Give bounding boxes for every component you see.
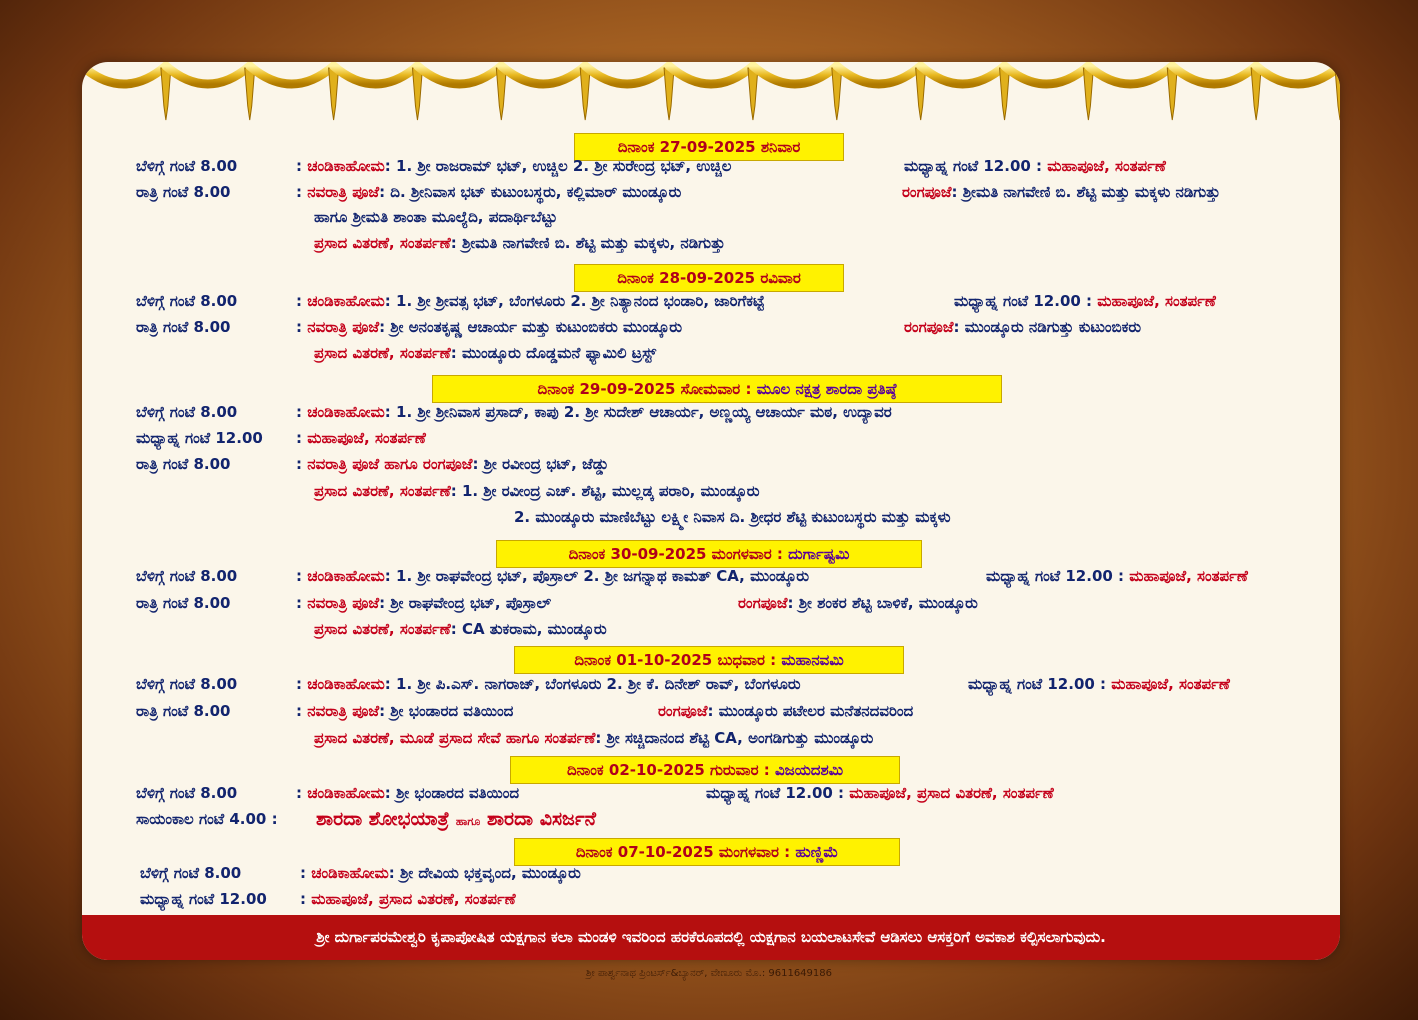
schedule-line: : ನವರಾತ್ರಿ ಪೂಜೆ: ಶ್ರೀ ಭಂಡಾರದ ವತಿಯಿಂದ (296, 702, 514, 720)
day-header-date: ದಿನಾಂಕ 30-09-2025 ಮಂಗಳವಾರ : (568, 545, 783, 563)
schedule-line: : ಚಂಡಿಕಾಹೋಮ: 1. ಶ್ರೀ ಶ್ರೀನಿವಾಸ ಪ್ರಸಾದ್, ಕಾಪು 2. ಶ್ರೀ ಸುದೇಶ್ ಆಚಾರ್ಯ, ಅಣ್ಣಯ್ಯ ಆಚಾರ್ಯ ಮಠ, ಉದ್ಯಾವರ (296, 403, 892, 421)
event-label: ಮಹಾಪೂಜೆ, ಸಂತರ್ಪಣೆ (1047, 157, 1166, 175)
garland-swag (82, 66, 166, 84)
garland-swag (669, 66, 753, 84)
garland-swag (166, 66, 250, 84)
schedule-line: : ಮಹಾಪೂಜೆ, ಸಂತರ್ಪಣೆ (296, 429, 426, 447)
event-time: ಮಧ್ಯಾಹ್ನ ಗಂಟೆ 12.00 : (904, 157, 1043, 175)
event-label: ಮಹಾಪೂಜೆ, ಪ್ರಸಾದ ವಿತರಣೆ, ಸಂತರ್ಪಣೆ (311, 890, 516, 908)
schedule-line: : ಚಂಡಿಕಾಹೋಮ: 1. ಶ್ರೀ ರಾಜರಾಮ್ ಭಟ್, ಉಚ್ಚಿಲ 2. ಶ್ರೀ ಸುರೇಂದ್ರ ಭಟ್, ಉಚ್ಚಿಲ (296, 157, 732, 175)
event-label: ಮಹಾಪೂಜೆ, ಸಂತರ್ಪಣೆ (1111, 675, 1230, 693)
event-label: ನವರಾತ್ರಿ ಪೂಜೆ (307, 594, 380, 612)
garland-pendant (161, 68, 171, 120)
schedule-line (902, 183, 1220, 201)
time-label: ಬೆಳಿಗ್ಗೆ ಗಂಟೆ 8.00 (136, 567, 238, 585)
event-label: ನವರಾತ್ರಿ ಪೂಜೆ (307, 702, 380, 720)
schedule-line: : ಚಂಡಿಕಾಹೋಮ: 1. ಶ್ರೀ ಶ್ರೀವತ್ಸ ಭಟ್, ಬೆಂಗಳೂರು 2. ಶ್ರೀ ನಿತ್ಯಾನಂದ ಭಂಡಾರಿ, ಜಾರಿಗೆಕಟ್ಟೆ (296, 292, 765, 310)
schedule-line (968, 675, 1230, 693)
day-header-occasion: ವಿಜಯದಶಮಿ (774, 761, 844, 779)
event-label: ಮಹಾಪೂಜೆ, ಸಂತರ್ಪಣೆ (1129, 567, 1248, 585)
day-header-date: ದಿನಾಂಕ 02-10-2025 ಗುರುವಾರ : (566, 761, 770, 779)
garland-pendant (1167, 68, 1177, 120)
schedule-line (314, 620, 607, 638)
event-time: ಮಧ್ಯಾಹ್ನ ಗಂಟೆ 12.00 : (968, 675, 1107, 693)
schedule-line (706, 784, 1054, 802)
event-label: ರಂಗಪೂಜೆ (738, 594, 788, 612)
garland-pendant (916, 68, 926, 120)
garland-decoration (82, 62, 1340, 132)
event-label: ಚಂಡಿಕಾಹೋಮ (307, 403, 385, 421)
schedule-line (986, 567, 1248, 585)
event-label: ನವರಾತ್ರಿ ಪೂಜೆ (307, 183, 380, 201)
time-label: ಬೆಳಿಗ್ಗೆ ಗಂಟೆ 8.00 (136, 784, 238, 802)
garland-swag (1172, 66, 1256, 84)
event-label: ರಂಗಪೂಜೆ (904, 318, 954, 336)
event-text: : 1. ಶ್ರೀ ರಾಘವೇಂದ್ರ ಭಟ್, ಪೊಸ್ರಾಲ್ 2. ಶ್ರೀ ಜಗನ್ನಾಥ ಕಾಮತ್ CA, ಮುಂಡ್ಕೂರು (384, 567, 810, 585)
event-text: : 1. ಶ್ರೀ ರವೀಂದ್ರ ಎಚ್. ಶೆಟ್ಟಿ, ಮುಲ್ಲಡ್ಕ ಪರಾರಿ, ಮುಂಡ್ಕೂರು (450, 482, 760, 500)
garland-swag (1005, 66, 1089, 84)
day-header-occasion: ಮೂಲ ನಕ್ಷತ್ರ ಶಾರದಾ ಪ್ರತಿಷ್ಠೆ (756, 380, 897, 398)
event-label: ಪ್ರಸಾದ ವಿತರಣೆ, ಸಂತರ್ಪಣೆ (314, 344, 451, 362)
event-label: ರಂಗಪೂಜೆ (658, 702, 708, 720)
invitation-card (82, 62, 1340, 960)
procession-label: ಶಾರದಾ ಶೋಭಯಾತ್ರೆ (316, 808, 450, 830)
event-text: : ಶ್ರೀ ದೇವಿಯ ಭಕ್ತವೃಂದ, ಮುಂಡ್ಕೂರು (388, 864, 581, 882)
day-header: ದಿನಾಂಕ 27-09-2025 ಶನಿವಾರ (574, 133, 844, 161)
event-text: : ಶ್ರೀ ಸಚ್ಚಿದಾನಂದ ಶೆಟ್ಟಿ CA, ಅಂಗಡಿಗುತ್ತು ಮುಂಡ್ಕೂರು (595, 729, 874, 747)
event-text: : ಶ್ರೀ ಶಂಕರ ಶೆಟ್ಟಿ ಬಾಳಿಕೆ, ಮುಂಡ್ಕೂರು (787, 594, 978, 612)
garland-swag (250, 66, 334, 84)
day-header-date: ದಿನಾಂಕ 01-10-2025 ಬುಧವಾರ : (574, 651, 777, 669)
schedule-line: : ಚಂಡಿಕಾಹೋಮ: ಶ್ರೀ ದೇವಿಯ ಭಕ್ತವೃಂದ, ಮುಂಡ್ಕೂರು (300, 864, 581, 882)
time-label: ರಾತ್ರಿ ಗಂಟೆ 8.00 (136, 594, 231, 612)
event-label: ಪ್ರಸಾದ ವಿತರಣೆ, ಸಂತರ್ಪಣೆ (314, 234, 451, 252)
event-label: ಚಂಡಿಕಾಹೋಮ (307, 675, 385, 693)
garland-pendant (1083, 68, 1093, 120)
schedule-line (314, 482, 760, 500)
garland-swag (837, 66, 921, 84)
event-label: ಮಹಾಪೂಜೆ, ಸಂತರ್ಪಣೆ (307, 429, 426, 447)
event-text: : ಮುಂಡ್ಕೂರು ನಡಿಗುತ್ತು ಕುಟುಂಬಿಕರು (953, 318, 1142, 336)
schedule-line (314, 344, 656, 362)
garland-pendant (1251, 68, 1261, 120)
garland-swag (1088, 66, 1172, 84)
event-label: ಚಂಡಿಕಾಹೋಮ (307, 784, 385, 802)
day-header (496, 540, 922, 568)
schedule-line (954, 292, 1216, 310)
schedule-line: : ನವರಾತ್ರಿ ಪೂಜೆ: ದಿ. ಶ್ರೀನಿವಾಸ ಭಟ್ ಕುಟುಂಬಸ್ಥರು, ಕಲ್ಲಿಮಾರ್ ಮುಂಡ್ಕೂರು (296, 183, 682, 201)
event-text: : 1. ಶ್ರೀ ಶ್ರೀನಿವಾಸ ಪ್ರಸಾದ್, ಕಾಪು 2. ಶ್ರೀ ಸುದೇಶ್ ಆಚಾರ್ಯ, ಅಣ್ಣಯ್ಯ ಆಚಾರ್ಯ ಮಠ, ಉದ್ಯಾವರ (384, 403, 892, 421)
day-header (510, 756, 900, 784)
garland-pendant (748, 68, 758, 120)
garland-pendant (664, 68, 674, 120)
garland-swag (334, 66, 418, 84)
evening-time-label: ಸಾಯಂಕಾಲ ಗಂಟೆ 4.00 : (136, 810, 278, 828)
event-text: : ಶ್ರೀ ಭಂಡಾರದ ವತಿಯಿಂದ (384, 784, 520, 802)
event-text: : CA ತುಕರಾಮ, ಮುಂಡ್ಕೂರು (450, 620, 607, 638)
time-label: ರಾತ್ರಿ ಗಂಟೆ 8.00 (136, 318, 231, 336)
schedule-line: 2. ಮುಂಡ್ಕೂರು ಮಾಣಿಬೆಟ್ಟು ಲಕ್ಷ್ಮೀ ನಿವಾಸ ದಿ. ಶ್ರೀಧರ ಶೆಟ್ಟಿ ಕುಟುಂಬಸ್ಥರು ಮತ್ತು ಮಕ್ಕಳು (514, 508, 951, 526)
schedule-line (314, 234, 725, 252)
event-time: ಮಧ್ಯಾಹ್ನ ಗಂಟೆ 12.00 : (954, 292, 1093, 310)
garland-pendant (1000, 68, 1010, 120)
time-label: ಮಧ್ಯಾಹ್ನ ಗಂಟೆ 12.00 (136, 429, 263, 447)
schedule-line: : ಚಂಡಿಕಾಹೋಮ: ಶ್ರೀ ಭಂಡಾರದ ವತಿಯಿಂದ (296, 784, 520, 802)
day-header-date: ದಿನಾಂಕ 29-09-2025 ಸೋಮವಾರ : (537, 380, 752, 398)
event-label: ಚಂಡಿಕಾಹೋಮ (307, 567, 385, 585)
time-label: ರಾತ್ರಿ ಗಂಟೆ 8.00 (136, 702, 231, 720)
schedule-line (314, 729, 873, 747)
event-text: : 1. ಶ್ರೀ ಪಿ.ಎಸ್. ನಾಗರಾಜ್, ಬೆಂಗಳೂರು 2. ಶ್ರೀ ಕೆ. ದಿನೇಶ್ ರಾವ್, ಬೆಂಗಳೂರು (384, 675, 801, 693)
event-text: : ಶ್ರೀಮತಿ ನಾಗವೇಣಿ ಬಿ. ಶೆಟ್ಟಿ ಮತ್ತು ಮಕ್ಕಳು, ನಡಿಗುತ್ತು (450, 234, 726, 252)
day-header-occasion: ಹುಣ್ಣಿಮೆ (795, 843, 839, 861)
event-label: ಮಹಾಪೂಜೆ, ಪ್ರಸಾದ ವಿತರಣೆ, ಸಂತರ್ಪಣೆ (849, 784, 1054, 802)
schedule-line (904, 157, 1166, 175)
event-text: : ಶ್ರೀ ರವೀಂದ್ರ ಭಟ್, ಜೆಡ್ಡು (472, 455, 609, 473)
time-label: ರಾತ್ರಿ ಗಂಟೆ 8.00 (136, 455, 231, 473)
garland-pendant (329, 68, 339, 120)
schedule-line: : ನವರಾತ್ರಿ ಪೂಜೆ ಹಾಗೂ ರಂಗಪೂಜೆ: ಶ್ರೀ ರವೀಂದ್ರ ಭಟ್, ಜೆಡ್ಡು (296, 455, 609, 473)
day-header-date: ದಿನಾಂಕ 07-10-2025 ಮಂಗಳವಾರ : (575, 843, 791, 861)
garland-pendant (1335, 68, 1340, 120)
event-label: ನವರಾತ್ರಿ ಪೂಜೆ (307, 318, 380, 336)
event-text: : 1. ಶ್ರೀ ಶ್ರೀವತ್ಸ ಭಟ್, ಬೆಂಗಳೂರು 2. ಶ್ರೀ ನಿತ್ಯಾನಂದ ಭಂಡಾರಿ, ಜಾರಿಗೆಕಟ್ಟೆ (384, 292, 765, 310)
day-header (514, 838, 900, 866)
garland-pendant (580, 68, 590, 120)
footer-banner: ಶ್ರೀ ದುರ್ಗಾಪರಮೇಶ್ವರಿ ಕೃಪಾಪೋಷಿತ ಯಕ್ಷಗಾನ ಕಲಾ ಮಂಡಳಿ ಇವರಿಂದ ಹರಕೆರೂಪದಲ್ಲಿ ಯಕ್ಷಗಾನ ಬಯಲಾಟಸೇವೆ ಆಡಿಸಲು ಆಸಕ್ತರಿಗೆ ಅವಕಾಶ ಕಲ್ಪಿಸಲಾಗುವುದು. (82, 915, 1340, 960)
time-label: ಬೆಳಿಗ್ಗೆ ಗಂಟೆ 8.00 (136, 403, 238, 421)
schedule-line: : ನವರಾತ್ರಿ ಪೂಜೆ: ಶ್ರೀ ರಾಘವೇಂದ್ರ ಭಟ್, ಪೊಸ್ರಾಲ್ (296, 594, 552, 612)
schedule-line: : ಮಹಾಪೂಜೆ, ಪ್ರಸಾದ ವಿತರಣೆ, ಸಂತರ್ಪಣೆ (300, 890, 516, 908)
schedule-line (904, 318, 1141, 336)
event-text: : ಶ್ರೀ ಭಂಡಾರದ ವತಿಯಿಂದ (379, 702, 514, 720)
event-label: ಪ್ರಸಾದ ವಿತರಣೆ, ಸಂತರ್ಪಣೆ (314, 482, 451, 500)
garland-pendant (832, 68, 842, 120)
event-time: ಮಧ್ಯಾಹ್ನ ಗಂಟೆ 12.00 : (706, 784, 845, 802)
event-label: ಪ್ರಸಾದ ವಿತರಣೆ, ಸಂತರ್ಪಣೆ (314, 620, 451, 638)
schedule-line: : ನವರಾತ್ರಿ ಪೂಜೆ: ಶ್ರೀ ಅನಂತಕೃಷ್ಣ ಆಚಾರ್ಯ ಮತ್ತು ಕುಟುಂಬಿಕರು ಮುಂಡ್ಕೂರು (296, 318, 682, 336)
schedule-line: : ಚಂಡಿಕಾಹೋಮ: 1. ಶ್ರೀ ರಾಘವೇಂದ್ರ ಭಟ್, ಪೊಸ್ರಾಲ್ 2. ಶ್ರೀ ಜಗನ್ನಾಥ ಕಾಮತ್ CA, ಮುಂಡ್ಕೂರು (296, 567, 810, 585)
time-label: ಮಧ್ಯಾಹ್ನ ಗಂಟೆ 12.00 (140, 890, 267, 908)
event-time: ಮಧ್ಯಾಹ್ನ ಗಂಟೆ 12.00 : (986, 567, 1125, 585)
event-label: ಚಂಡಿಕಾಹೋಮ (307, 157, 385, 175)
schedule-line: ಹಾಗೂ ಶ್ರೀಮತಿ ಶಾಂತಾ ಮೂಲ್ಯೆದಿ, ಪದಾರ್ಥಿಬೆಟ್ಟು (314, 208, 558, 226)
day-header (514, 646, 904, 674)
garland-pendant (496, 68, 506, 120)
event-label: ನವರಾತ್ರಿ ಪೂಜೆ ಹಾಗೂ ರಂಗಪೂಜೆ (307, 455, 473, 473)
time-label: ಬೆಳಿಗ್ಗೆ ಗಂಟೆ 8.00 (136, 675, 238, 693)
procession-join: ಹಾಗೂ (455, 815, 481, 828)
garland-swag (585, 66, 669, 84)
time-label: ಬೆಳಿಗ್ಗೆ ಗಂಟೆ 8.00 (140, 864, 242, 882)
garland-swag (921, 66, 1005, 84)
visarjane-label: ಶಾರದಾ ವಿಸರ್ಜನೆ (486, 808, 596, 830)
procession-line (316, 808, 596, 830)
event-label: ಚಂಡಿಕಾಹೋಮ (311, 864, 389, 882)
printer-credit: ಶ್ರೀ ಪಾರ್ಶ್ವನಾಥ ಪ್ರಿಂಟರ್ಸ್&ಬ್ಯಾನರ್, ವೇಣೂರು ಮೊ.: 9611649186 (586, 968, 832, 979)
time-label: ಬೆಳಿಗ್ಗೆ ಗಂಟೆ 8.00 (136, 292, 238, 310)
event-text: : ಮುಂಡ್ಕೂರು ದೊಡ್ಡಮನೆ ಫ್ಯಾಮಿಲಿ ಟ್ರಸ್ಟ್ (450, 344, 657, 362)
event-label: ರಂಗಪೂಜೆ (902, 183, 952, 201)
garland-swag (417, 66, 501, 84)
event-text: : ಶ್ರೀ ರಾಘವೇಂದ್ರ ಭಟ್, ಪೊಸ್ರಾಲ್ (379, 594, 552, 612)
time-label: ಬೆಳಿಗ್ಗೆ ಗಂಟೆ 8.00 (136, 157, 238, 175)
schedule-line: : ಚಂಡಿಕಾಹೋಮ: 1. ಶ್ರೀ ಪಿ.ಎಸ್. ನಾಗರಾಜ್, ಬೆಂಗಳೂರು 2. ಶ್ರೀ ಕೆ. ದಿನೇಶ್ ರಾವ್, ಬೆಂಗಳೂರು (296, 675, 801, 693)
garland-swag (1256, 66, 1340, 84)
event-text: : ಮುಂಡ್ಕೂರು ಪಟೇಲರ ಮನೆತನದವರಿಂದ (707, 702, 914, 720)
event-text: : 1. ಶ್ರೀ ರಾಜರಾಮ್ ಭಟ್, ಉಚ್ಚಿಲ 2. ಶ್ರೀ ಸುರೇಂದ್ರ ಭಟ್, ಉಚ್ಚಿಲ (384, 157, 732, 175)
event-label: ಮಹಾಪೂಜೆ, ಸಂತರ್ಪಣೆ (1097, 292, 1216, 310)
day-header (432, 375, 1002, 403)
event-text: : ದಿ. ಶ್ರೀನಿವಾಸ ಭಟ್ ಕುಟುಂಬಸ್ಥರು, ಕಲ್ಲಿಮಾರ್ ಮುಂಡ್ಕೂರು (379, 183, 682, 201)
garland-pendant (412, 68, 422, 120)
event-text: : ಶ್ರೀ ಅನಂತಕೃಷ್ಣ ಆಚಾರ್ಯ ಮತ್ತು ಕುಟುಂಬಿಕರು ಮುಂಡ್ಕೂರು (379, 318, 682, 336)
event-label: ಚಂಡಿಕಾಹೋಮ (307, 292, 385, 310)
garland-swag (501, 66, 585, 84)
event-label: ಪ್ರಸಾದ ವಿತರಣೆ, ಮೂಡೆ ಪ್ರಸಾದ ಸೇವೆ ಹಾಗೂ ಸಂತರ್ಪಣೆ (314, 729, 596, 747)
day-header-occasion: ಮಹಾನವಮಿ (781, 651, 844, 669)
schedule-line (738, 594, 978, 612)
day-header: ದಿನಾಂಕ 28-09-2025 ರವಿವಾರ (574, 264, 844, 292)
time-label: ರಾತ್ರಿ ಗಂಟೆ 8.00 (136, 183, 231, 201)
garland-pendant (245, 68, 255, 120)
day-header-occasion: ದುರ್ಗಾಷ್ಟಮಿ (788, 545, 850, 563)
event-text: : ಶ್ರೀಮತಿ ನಾಗವೇಣಿ ಬಿ. ಶೆಟ್ಟಿ ಮತ್ತು ಮಕ್ಕಳು ನಡಿಗುತ್ತು (951, 183, 1221, 201)
schedule-line (658, 702, 913, 720)
garland-swag (753, 66, 837, 84)
